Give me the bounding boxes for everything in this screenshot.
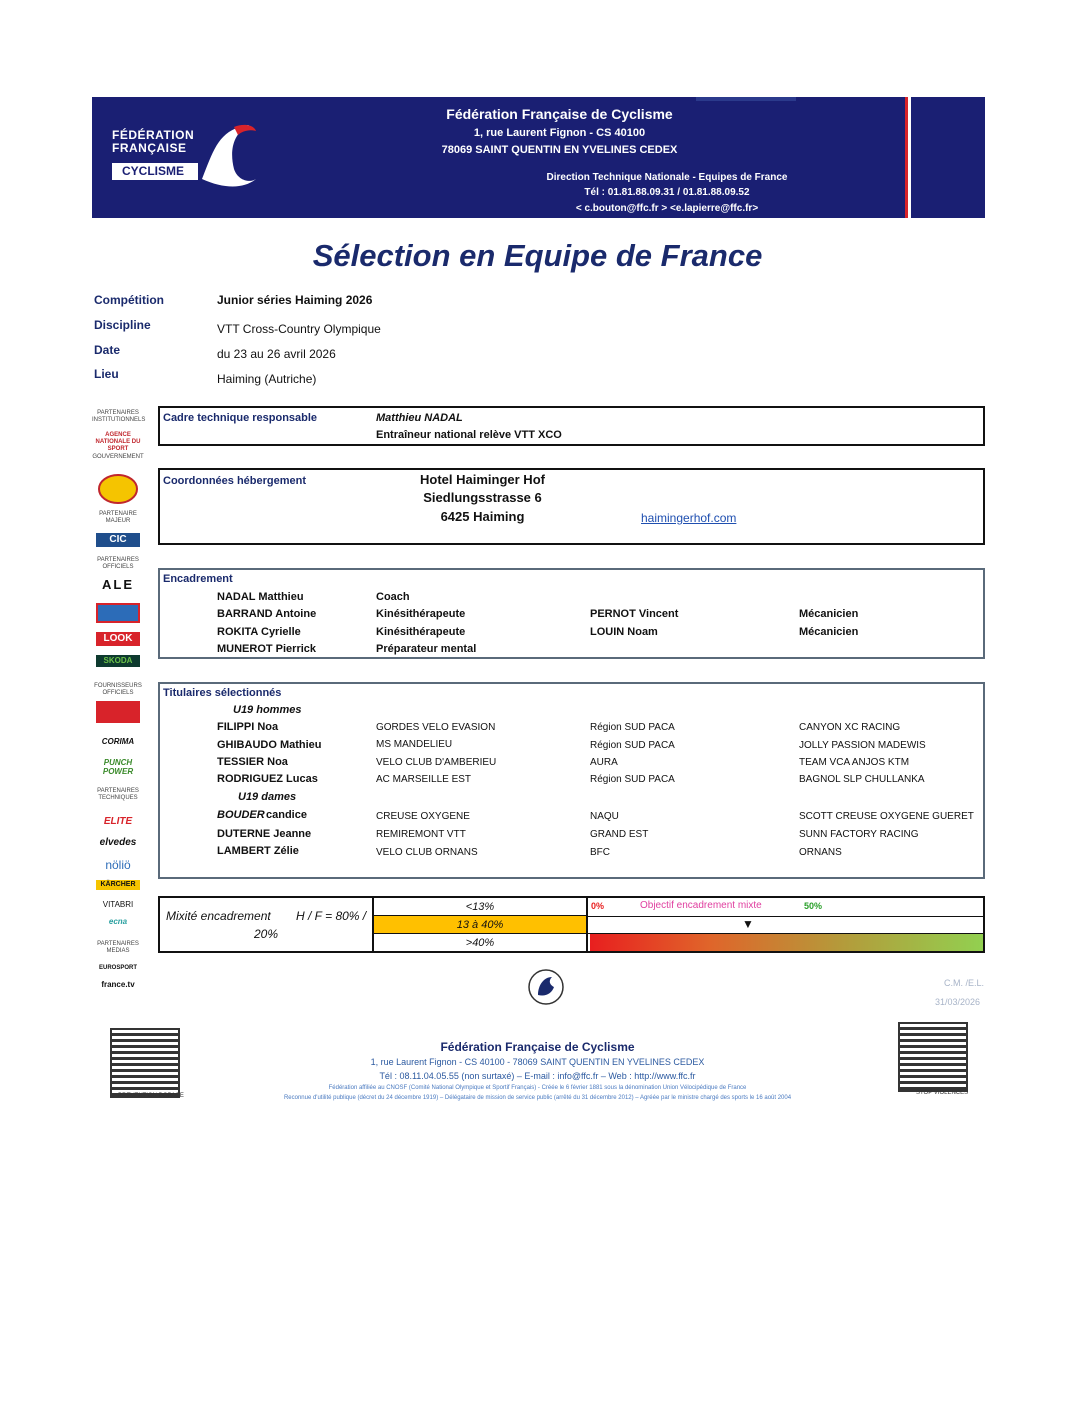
header-dtn: Direction Technique Nationale - Equipes de France [546, 172, 788, 183]
footer-contact: Tél : 08.11.04.05.55 (non surtaxé) – E-mail : info@ffc.fr – Web : http://www.ffc.fr [379, 1071, 696, 1081]
gauge-line-top [588, 916, 983, 917]
header-tel: Tél : 01.81.88.09.31 / 01.81.88.09.52 [584, 187, 750, 198]
staff-name: LOUIN Noam [590, 626, 658, 638]
rider-name-italic: BOUDER [217, 809, 265, 821]
rider-team: CANYON XC RACING [799, 722, 901, 733]
mixite-band-mid: 13 à 40% [374, 916, 586, 934]
gauge-title: Objectif encadrement mixte [640, 900, 762, 911]
rider-region: Région SUD PACA [590, 722, 675, 733]
logo-line1: FÉDÉRATION [112, 128, 195, 142]
header-address2: 78069 SAINT QUENTIN EN YVELINES CEDEX [441, 144, 678, 156]
gauge-marker-icon: ▼ [742, 917, 754, 931]
page-title: Sélection en Equipe de France [312, 238, 763, 273]
sponsor-cic: CIC [96, 533, 140, 547]
staff-name: ROKITA Cyrielle [217, 626, 301, 638]
rooster-emblem-icon [526, 967, 566, 1007]
gauge-gradient-bar [590, 934, 983, 951]
header-address1: 1, rue Laurent Fignon - CS 40100 [473, 127, 646, 139]
rider-name-rest: candice [266, 809, 307, 821]
rider-club: VELO CLUB ORNANS [376, 847, 478, 858]
sponsor-ecna: ecna [108, 917, 128, 926]
sponsor-gouv: GOUVERNEMENT [92, 454, 144, 460]
date-value: du 23 au 26 avril 2026 [217, 347, 336, 361]
rider-region: Région SUD PACA [590, 774, 675, 785]
cadre-name: Matthieu NADAL [376, 412, 463, 424]
mixite-panel [158, 896, 985, 953]
staff-role: Mécanicien [799, 608, 859, 620]
hebergement-label: Coordonnées hébergement [163, 475, 307, 487]
rider-name: LAMBERT Zélie [217, 845, 299, 857]
rider-team: BAGNOL SLP CHULLANKA [799, 774, 925, 785]
rider-team: JOLLY PASSION MADEWIS [799, 740, 926, 751]
cadre-label: Cadre technique responsable [163, 412, 318, 424]
rider-name: RODRIGUEZ Lucas [217, 773, 318, 785]
hotel-city[interactable]: 6425 Haiming [440, 509, 525, 524]
sponsor-francetv: france.tv [101, 980, 135, 989]
titulaires-panel [158, 682, 985, 879]
gauge-min: 0% [591, 901, 605, 911]
sponsor-supplier-logo [96, 701, 140, 723]
staff-role: Préparateur mental [376, 643, 477, 655]
staff-name: BARRAND Antoine [217, 608, 317, 620]
staff-role: Coach [376, 591, 410, 603]
competition-label: Compétition [94, 293, 164, 307]
rider-club: GORDES VELO EVASION [376, 722, 496, 733]
staff-role: Kinésithérapeute [376, 626, 466, 638]
staff-name: NADAL Matthieu [217, 591, 304, 603]
cadre-role: Entraîneur national relève VTT XCO [376, 429, 562, 441]
staff-name: PERNOT Vincent [590, 608, 679, 620]
sponsor-skoda: SKODA [96, 655, 140, 667]
sponsor-techniques: PARTENAIRES TECHNIQUES [97, 788, 139, 801]
sponsor-officiels: PARTENAIRES OFFICIELS [97, 557, 139, 570]
mixite-band-low: <13% [374, 898, 586, 916]
encadrement-label: Encadrement [163, 573, 233, 585]
qr-left-caption: PREVENTION DOPAGE [118, 1093, 184, 1099]
rider-name: FILIPPI Noa [217, 721, 279, 733]
signature-initials: C.M. /E.L. [944, 978, 985, 988]
competition-value: Junior séries Haiming 2026 [217, 293, 373, 307]
mixite-gauge [588, 898, 983, 951]
sponsor-karcher: KÄRCHER [96, 880, 140, 890]
rider-region: BFC [590, 847, 610, 858]
mixite-ratio-a: H / F = 80% / [296, 909, 367, 923]
staff-role: Mécanicien [799, 626, 859, 638]
discipline-label: Discipline [94, 318, 151, 332]
mixite-band-high: >40% [465, 937, 495, 949]
sponsor-elvedes: elvedes [99, 837, 137, 848]
mixite-label-cell [160, 898, 374, 951]
mixite-label: Mixité encadrement [166, 909, 271, 923]
rider-club: CREUSE OXYGENE [376, 811, 470, 822]
hebergement-panel [158, 468, 985, 545]
rider-name: TESSIER Noa [217, 756, 288, 768]
rider-team: ORNANS [799, 847, 842, 858]
rider-club: MS MANDELIEU [376, 739, 453, 750]
logo-line2: FRANÇAISE [112, 141, 187, 155]
sponsor-eurosport: EUROSPORT [98, 965, 137, 971]
staff-role: Kinésithérapeute [376, 608, 466, 620]
sponsor-vitabri: VITABRI [102, 900, 134, 909]
hotel-street: Siedlungsstrasse 6 [423, 490, 542, 505]
hotel-website-link[interactable]: haimingerhof.com [641, 511, 737, 525]
sponsor-bank-logo [96, 603, 140, 623]
signature-date: 31/03/2026 [935, 997, 981, 1007]
ffc-logo [112, 123, 257, 187]
mixite-bands [374, 898, 588, 951]
qr-right-caption: STOP VIOLENCES [916, 1090, 969, 1096]
sponsor-medias: PARTENAIRES MEDIAS [97, 941, 139, 954]
sponsor-agence: AGENCE NATIONALE DU SPORT [95, 432, 141, 452]
sponsor-nolio: nöliö [105, 858, 131, 872]
discipline-value: VTT Cross-Country Olympique [217, 322, 381, 336]
rider-region: GRAND EST [590, 829, 649, 840]
rider-team: TEAM VCA ANJOS KTM [799, 757, 910, 768]
sponsor-fournisseurs: FOURNISSEURS OFFICIELS [94, 683, 142, 696]
sponsor-elite: ELITE [103, 816, 133, 827]
rider-name: GHIBAUDO Mathieu [217, 739, 322, 751]
header-org-name: Fédération Française de Cyclisme [446, 106, 673, 122]
cadre-panel [158, 406, 985, 446]
footer-org-name: Fédération Française de Cyclisme [440, 1040, 635, 1054]
cyclist-swoosh-icon [194, 119, 260, 189]
staff-name: MUNEROT Pierrick [217, 643, 317, 655]
footer-legal2: Reconnue d'utilité publique (décret du 24 décembre 1919) – Délégataire de mission de service public (arrêté du 31 décembre 2012) – Agréée par le ministre chargé des sports le 16 août 2004 [283, 1095, 792, 1101]
rider-club: VELO CLUB D'AMBERIEU [376, 757, 497, 768]
sponsor-corima: CORIMA [101, 737, 135, 746]
group-u19-women: U19 dames [238, 791, 297, 803]
header-emails: < c.bouton@ffc.fr > <e.lapierre@ffc.fr> [575, 203, 759, 214]
sponsor-majeur: PARTENAIRE MAJEUR [99, 511, 137, 524]
rider-club: REMIREMONT VTT [376, 829, 466, 840]
encadrement-panel [158, 568, 985, 659]
sponsor-institutional: PARTENAIRES INSTITUTIONNELS [92, 410, 146, 423]
rider-team: SUNN FACTORY RACING [799, 829, 919, 840]
footer-address: 1, rue Laurent Fignon - CS 40100 - 78069 SAINT QUENTIN EN YVELINES CEDEX [370, 1057, 705, 1067]
lieu-label: Lieu [94, 367, 119, 381]
header-banner [92, 97, 985, 218]
rider-club: AC MARSEILLE EST [376, 774, 472, 785]
titulaires-label: Titulaires sélectionnés [163, 687, 282, 699]
logo-line3: CYCLISME [112, 163, 198, 180]
rider-region: Région SUD PACA [590, 740, 675, 751]
banner-stripe [696, 97, 796, 101]
sponsor-look: LOOK [96, 632, 140, 646]
rider-team: SCOTT CREUSE OXYGENE GUERET [799, 811, 974, 822]
rider-region: AURA [590, 757, 618, 768]
sponsor-ale: ALE [102, 577, 134, 592]
date-label: Date [94, 343, 121, 357]
footer-legal1: Fédération affiliée au CNOSF (Comité National Olympique et Sportif Français) - Créée le 6 février 1881 sous la dénomination Union Vélocipédique de France [328, 1085, 747, 1091]
lieu-value: Haiming (Autriche) [217, 372, 317, 386]
hotel-name: Hotel Haiminger Hof [420, 472, 545, 487]
group-u19-men: U19 hommes [233, 704, 302, 716]
flag-white-stripe [908, 97, 911, 218]
rider-region: NAQU [590, 811, 619, 822]
fdj-logo-icon [98, 474, 138, 504]
sponsor-punch: PUNCH POWER [102, 758, 134, 776]
gauge-max: 50% [804, 901, 823, 911]
rider-name: DUTERNE Jeanne [217, 828, 312, 840]
mixite-ratio-b: 20% [254, 927, 279, 941]
